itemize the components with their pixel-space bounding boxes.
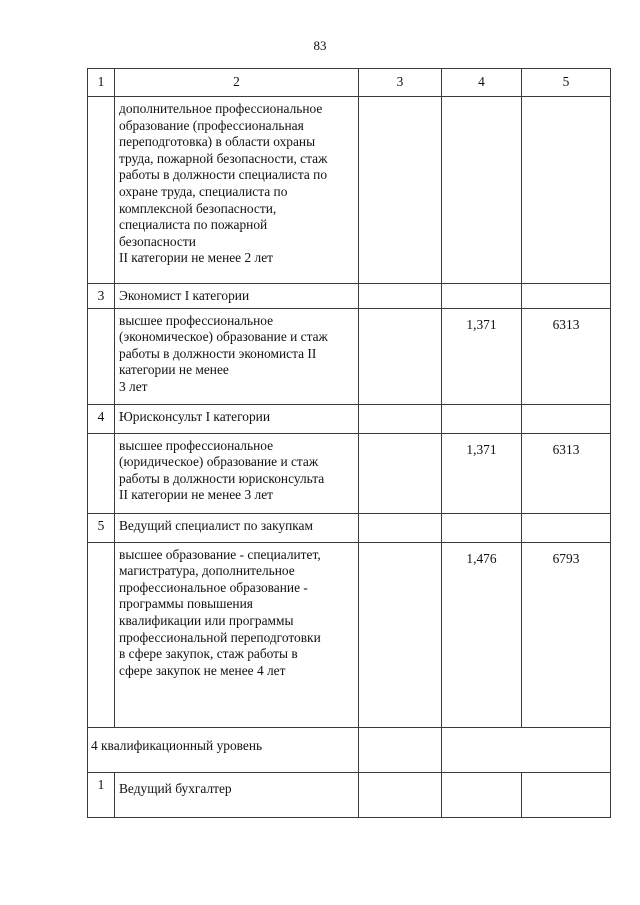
empty-cell — [359, 404, 442, 433]
empty-cell — [522, 404, 611, 433]
row-number: 5 — [88, 513, 115, 542]
requirements-text: высшее профессиональное (юридическое) образование и стаж работы в должности юрисконсульта II категории не менее 3 лет — [119, 437, 325, 503]
row-number: 4 — [88, 404, 115, 433]
header-col-2: 2 — [115, 69, 359, 97]
empty-cell — [359, 542, 442, 727]
table-header-row — [88, 69, 611, 97]
table-row — [88, 284, 611, 309]
requirements-cell — [115, 433, 359, 513]
empty-cell — [359, 513, 442, 542]
empty-cell — [442, 513, 522, 542]
empty-cell — [522, 97, 611, 284]
empty-cell — [359, 308, 442, 404]
row-number-cell — [88, 308, 115, 404]
table-row — [88, 308, 611, 404]
salary-value: 6793 — [522, 542, 611, 727]
requirements-text: дополнительное профессиональное образование (профессиональная переподготовка) в области охраны труда, пожарной безопасности, стаж работы в должности специалиста по охране труда, специалиста по комплексной безопасности, специалиста по пожарной безопасности II категории не менее 2 лет — [119, 101, 328, 266]
empty-cell — [442, 772, 522, 817]
empty-cell — [359, 284, 442, 309]
position-title: Ведущий специалист по закупкам — [115, 513, 359, 542]
header-col-5: 5 — [522, 69, 611, 97]
empty-cell — [442, 284, 522, 309]
empty-cell — [359, 97, 442, 284]
row-number-cell — [88, 433, 115, 513]
requirements-text: высшее образование - специалитет, магистратура, дополнительное профессиональное образование - программы повышения квалификации или программы профессиональной переподготовки в сфере закупок, стаж работы в сфере закупок не менее 4 лет — [119, 546, 321, 678]
empty-cell — [522, 772, 611, 817]
requirements-cell — [115, 97, 359, 284]
table-row — [88, 542, 611, 727]
table-row — [88, 433, 611, 513]
header-col-3: 3 — [359, 69, 442, 97]
empty-cell — [359, 433, 442, 513]
empty-cell — [359, 727, 442, 772]
position-title: Ведущий бухгалтер — [115, 772, 359, 817]
coefficient-value: 1,371 — [442, 433, 522, 513]
page-number: 83 — [313, 38, 327, 53]
requirements-cell — [115, 308, 359, 404]
qualification-level-label: 4 квалификационный уровень — [88, 727, 359, 772]
position-title: Юрисконсульт I категории — [115, 404, 359, 433]
table-row — [88, 404, 611, 433]
row-number-cell — [88, 97, 115, 284]
header-col-1: 1 — [88, 69, 115, 97]
table-row — [88, 97, 611, 284]
coefficient-value: 1,476 — [442, 542, 522, 727]
requirements-text: высшее профессиональное (экономическое) образование и стаж работы в должности экономиста II категории не менее 3 лет — [119, 312, 328, 394]
row-number-cell — [88, 542, 115, 727]
empty-cell — [442, 97, 522, 284]
empty-cell — [522, 513, 611, 542]
header-col-4: 4 — [442, 69, 522, 97]
empty-cell — [359, 772, 442, 817]
empty-cell — [442, 727, 611, 772]
table-row — [88, 772, 611, 817]
table-row — [88, 727, 611, 772]
row-number: 1 — [88, 772, 115, 817]
salary-value: 6313 — [522, 433, 611, 513]
empty-cell — [442, 404, 522, 433]
coefficient-value: 1,371 — [442, 308, 522, 404]
row-number: 3 — [88, 284, 115, 309]
table-row — [88, 513, 611, 542]
salary-value: 6313 — [522, 308, 611, 404]
requirements-cell — [115, 542, 359, 727]
empty-cell — [522, 284, 611, 309]
qualification-table — [87, 68, 611, 818]
position-title: Экономист I категории — [115, 284, 359, 309]
